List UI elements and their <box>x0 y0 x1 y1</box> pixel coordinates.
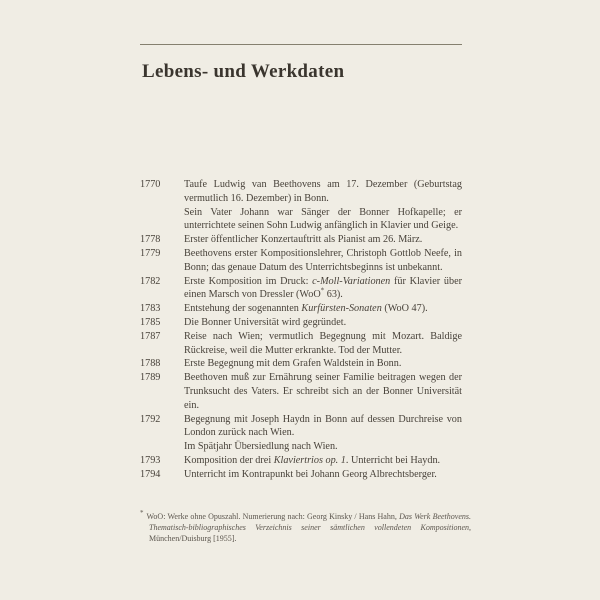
timeline-entry <box>140 413 462 454</box>
text-segment: Erster öffentlicher Konzertauftritt als Pianist am 26. März. <box>184 234 423 246</box>
timeline-entry <box>140 468 462 482</box>
entry-paragraph <box>184 468 462 482</box>
text-segment: Beethovens erster Kompositionslehrer, Christoph Gottlob Neefe, in Bonn; das genaue Datum des Unterrichtsbeginns ist unbekannt. <box>184 247 462 273</box>
text-segment: Unterricht im Kontrapunkt bei Johann Georg Albrechtsberger. <box>184 468 437 480</box>
text-segment: Im Spätjahr Übersiedlung nach Wien. <box>184 441 338 453</box>
text-segment: . Unterricht bei Haydn. <box>345 454 441 466</box>
entry-paragraph <box>184 330 462 358</box>
timeline-entry <box>140 302 462 316</box>
text-segment: Komposition der drei <box>184 454 274 466</box>
text-segment: Beethoven muß zur Ernährung seiner Familie beitragen wegen der Trunksucht des Vaters. Er schreibt sich an der Bonner Universität ein. <box>184 372 462 411</box>
text-segment: (WoO 47). <box>381 303 428 315</box>
text-segment: Entstehung der sogenannten <box>184 303 302 315</box>
entry-text <box>184 357 462 371</box>
timeline-entry <box>140 316 462 330</box>
entry-text <box>184 275 462 303</box>
text-segment: Taufe Ludwig van Beethovens am 17. Dezember (Geburtstag vermutlich 16. Dezember) in Bonn. <box>184 179 462 204</box>
timeline-entry <box>140 247 462 275</box>
entry-paragraph <box>184 178 462 206</box>
text-segment: * <box>320 286 325 295</box>
text-segment: , München/Duisburg [1955]. <box>149 523 471 543</box>
entry-paragraph <box>184 302 462 316</box>
text-segment: 63). <box>324 289 343 301</box>
entry-text <box>184 178 462 233</box>
page-title: Lebens- und Werkdaten <box>142 61 345 82</box>
entry-year: 1793 <box>140 454 161 466</box>
footnote-marker: * <box>140 509 144 518</box>
text-segment: Reise nach Wien; vermutlich Begegnung mit Mozart. Baldige Rückreise, weil die Mutter erkrankte. Tod der Mutter. <box>184 330 462 356</box>
entry-paragraph <box>184 316 462 330</box>
entry-year: 1794 <box>140 468 161 480</box>
entry-text <box>184 316 462 330</box>
entry-paragraph <box>184 454 462 468</box>
entry-paragraph <box>184 275 462 303</box>
entry-paragraph <box>184 440 462 454</box>
entry-paragraph <box>184 233 462 247</box>
footnote-text <box>147 512 472 543</box>
timeline-entry <box>140 371 462 412</box>
entry-year: 1782 <box>140 275 161 287</box>
italic-text: Klaviertrios op. 1 <box>273 454 346 466</box>
text-segment: Die Bonner Universität wird gegründet. <box>184 316 347 328</box>
entry-paragraph <box>184 357 462 371</box>
timeline-entry <box>140 357 462 371</box>
entry-paragraph <box>184 206 462 234</box>
timeline-entry <box>140 454 462 468</box>
entry-paragraph <box>184 413 462 441</box>
entry-text <box>184 233 462 247</box>
page-content <box>140 44 462 482</box>
entry-text <box>184 371 462 412</box>
timeline-entry <box>140 233 462 247</box>
italic-text: c-Moll-Variationen <box>312 275 391 287</box>
text-segment: WoO: Werke ohne Opuszahl. Numerierung nach: Georg Kinsky / Hans Hahn, <box>146 512 400 521</box>
text-segment: Erste Komposition im Druck: <box>184 275 313 287</box>
italic-text: Kurfürsten-Sonaten <box>301 303 382 315</box>
entry-year: 1788 <box>140 358 161 370</box>
entry-text <box>184 247 462 275</box>
entry-year: 1770 <box>140 179 161 190</box>
footnote <box>140 511 471 544</box>
entry-year: 1792 <box>140 413 161 425</box>
text-segment: für Klavier über einen Marsch von Dressler (WoO <box>184 275 463 301</box>
entry-text <box>184 468 462 482</box>
header-rule <box>140 44 462 45</box>
timeline-entry <box>140 330 462 358</box>
timeline-entry <box>140 275 462 303</box>
timeline-entry <box>140 178 462 233</box>
italic-text: Das Werk Beethovens. Thematisch-bibliographisches Verzeichnis seiner sämtlichen vollendeten Kompositionen <box>149 512 471 532</box>
text-segment: Begegnung mit Joseph Haydn in Bonn auf dessen Durchreise von London zurück nach Wien. <box>184 413 462 439</box>
entry-paragraph <box>184 371 462 412</box>
entry-text <box>184 413 462 454</box>
entry-year: 1789 <box>140 372 161 384</box>
entry-year: 1778 <box>140 234 161 246</box>
text-segment: Sein Vater Johann war Sänger der Bonner Hofkapelle; er unterrichtete seinen Sohn Ludwig anfänglich in Klavier und Geige. <box>184 206 462 232</box>
entry-year: 1787 <box>140 330 161 342</box>
entry-year: 1783 <box>140 303 161 315</box>
timeline <box>140 178 462 482</box>
entry-year: 1785 <box>140 316 161 328</box>
entry-text <box>184 454 462 468</box>
entry-text <box>184 302 462 316</box>
entry-text <box>184 330 462 358</box>
text-segment: Erste Begegnung mit dem Grafen Waldstein in Bonn. <box>184 358 402 370</box>
entry-paragraph <box>184 247 462 275</box>
entry-year: 1779 <box>140 247 161 259</box>
